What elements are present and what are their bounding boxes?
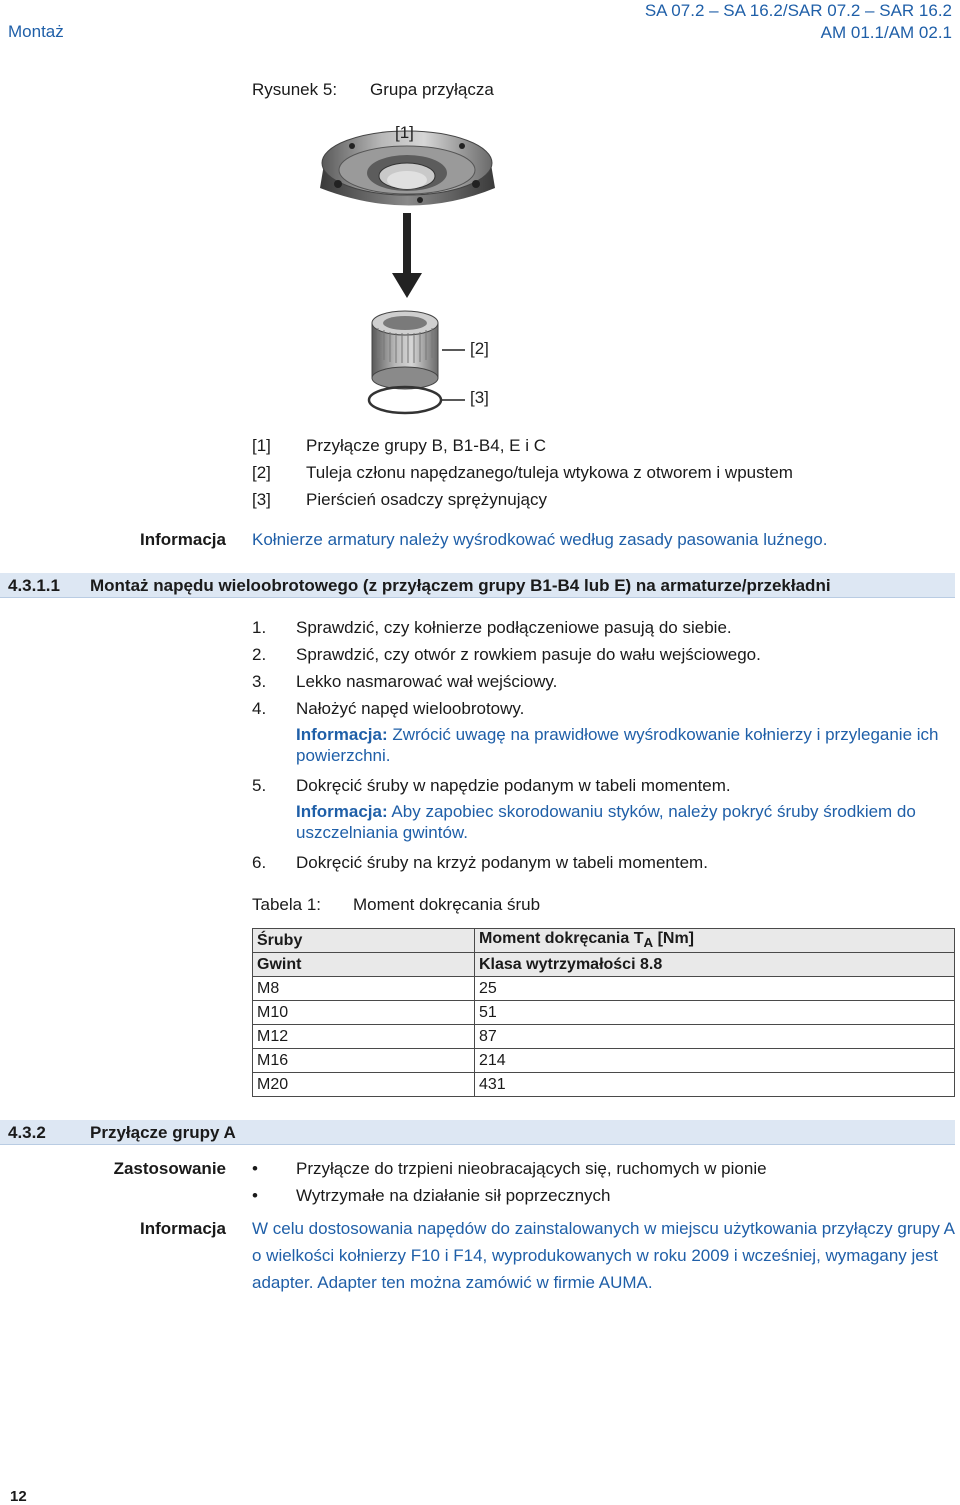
table-caption bbox=[252, 895, 540, 915]
section-heading-432 bbox=[0, 1120, 955, 1145]
legend-item: [3] Pierścień osadczy sprężynujący bbox=[252, 490, 547, 509]
figure-caption bbox=[252, 80, 494, 100]
table-header-cell: Śruby bbox=[253, 929, 475, 953]
info-label: Informacja bbox=[140, 1219, 226, 1238]
header-models bbox=[645, 0, 952, 44]
page-number: 12 bbox=[10, 1488, 27, 1505]
legend-item: [2] Tuleja członu napędzanego/tuleja wtykowa z otworem i wpustem bbox=[252, 463, 793, 482]
info-text: W celu dostosowania napędów do zainstalowanych w miejscu użytkowania przyłączy grupy A o wielkości kołnierzy F10 i F14, wyprodukowanych w roku 2009 i wcześniej, wymagany jest adapter. Adapter ten można zamówić w firmie AUMA. bbox=[252, 1219, 955, 1292]
figure-legend bbox=[252, 432, 793, 513]
table-row: M20 431 bbox=[253, 1073, 955, 1097]
info-text: Kołnierze armatury należy wyśrodkować według zasady pasowania luźnego. bbox=[252, 530, 828, 549]
table-title: Moment dokręcania śrub bbox=[353, 895, 541, 914]
table-row: M16 214 bbox=[253, 1049, 955, 1073]
flange-part bbox=[320, 131, 495, 206]
table-row: M10 51 bbox=[253, 1001, 955, 1025]
header-models-line1: SA 07.2 – SA 16.2/SAR 07.2 – SAR 16.2 bbox=[644, 1, 952, 20]
header-models-line2: AM 01.1/AM 02.1 bbox=[820, 23, 952, 42]
coupling-illustration bbox=[300, 118, 520, 423]
table-header-row bbox=[253, 953, 955, 977]
step-item: 4. Nałożyć napęd wieloobrotowy. bbox=[252, 699, 525, 718]
figure-title: Grupa przyłącza bbox=[370, 80, 494, 99]
section-title: Montaż napędu wieloobrotowego (z przyłączem grupy B1-B4 lub E) na armaturze/przekładni bbox=[90, 576, 831, 595]
callout-3: [3] bbox=[470, 388, 489, 407]
table-row: M8 25 bbox=[253, 977, 955, 1001]
table-header-cell: Gwint bbox=[253, 953, 475, 977]
callout-1: [1] bbox=[395, 123, 414, 142]
step-item: 5. Dokręcić śruby w napędzie podanym w tabeli momentem. bbox=[252, 776, 731, 795]
step-item: 2. Sprawdzić, czy otwór z rowkiem pasuje do wału wejściowego. bbox=[252, 645, 761, 664]
list-item: • Wytrzymałe na działanie sił poprzecznych bbox=[252, 1186, 611, 1205]
step-item: 1. Sprawdzić, czy kołnierze podłączeniowe pasują do siebie. bbox=[252, 618, 732, 637]
section-number: 4.3.1.1 bbox=[8, 576, 60, 595]
usage-label: Zastosowanie bbox=[113, 1159, 226, 1178]
step-note: Informacja: Aby zapobiec skorodowaniu styków, należy pokryć śruby środkiem do uszczelniania gwintów. bbox=[296, 802, 916, 842]
section-heading-4311 bbox=[0, 573, 955, 598]
usage-list bbox=[252, 1155, 767, 1209]
table-header-cell: Moment dokręcania $T_A$ [Nm] bbox=[475, 929, 955, 953]
step-item: 6. Dokręcić śruby na krzyż podanym w tabeli momentem. bbox=[252, 853, 708, 872]
legend-item: [1] Przyłącze grupy B, B1-B4, E i C bbox=[252, 436, 546, 455]
callout-2: [2] bbox=[470, 339, 489, 358]
list-item: • Przyłącze do trzpieni nieobracających się, ruchomych w pionie bbox=[252, 1159, 767, 1178]
assembly-steps bbox=[252, 614, 957, 876]
assembly-arrow bbox=[392, 213, 422, 298]
step-note: Informacja: Zwrócić uwagę na prawidłowe wyśrodkowanie kołnierzy i przyleganie ich powierzchni. bbox=[296, 725, 939, 765]
step-item: 3. Lekko nasmarować wał wejściowy. bbox=[252, 672, 558, 691]
table-header-cell: Klasa wytrzymałości 8.8 bbox=[475, 953, 955, 977]
retaining-ring-part bbox=[369, 387, 441, 413]
table-row: M12 87 bbox=[253, 1025, 955, 1049]
table-header-row bbox=[253, 929, 955, 953]
sleeve-part bbox=[372, 311, 438, 389]
figure-label: Rysunek 5: bbox=[252, 80, 338, 99]
info-label: Informacja bbox=[140, 530, 226, 549]
table-label: Tabela 1: bbox=[252, 895, 321, 914]
torque-table bbox=[252, 928, 955, 1097]
section-number: 4.3.2 bbox=[8, 1123, 46, 1142]
section-title: Przyłącze grupy A bbox=[90, 1123, 236, 1142]
header-section: Montaż bbox=[8, 22, 64, 41]
